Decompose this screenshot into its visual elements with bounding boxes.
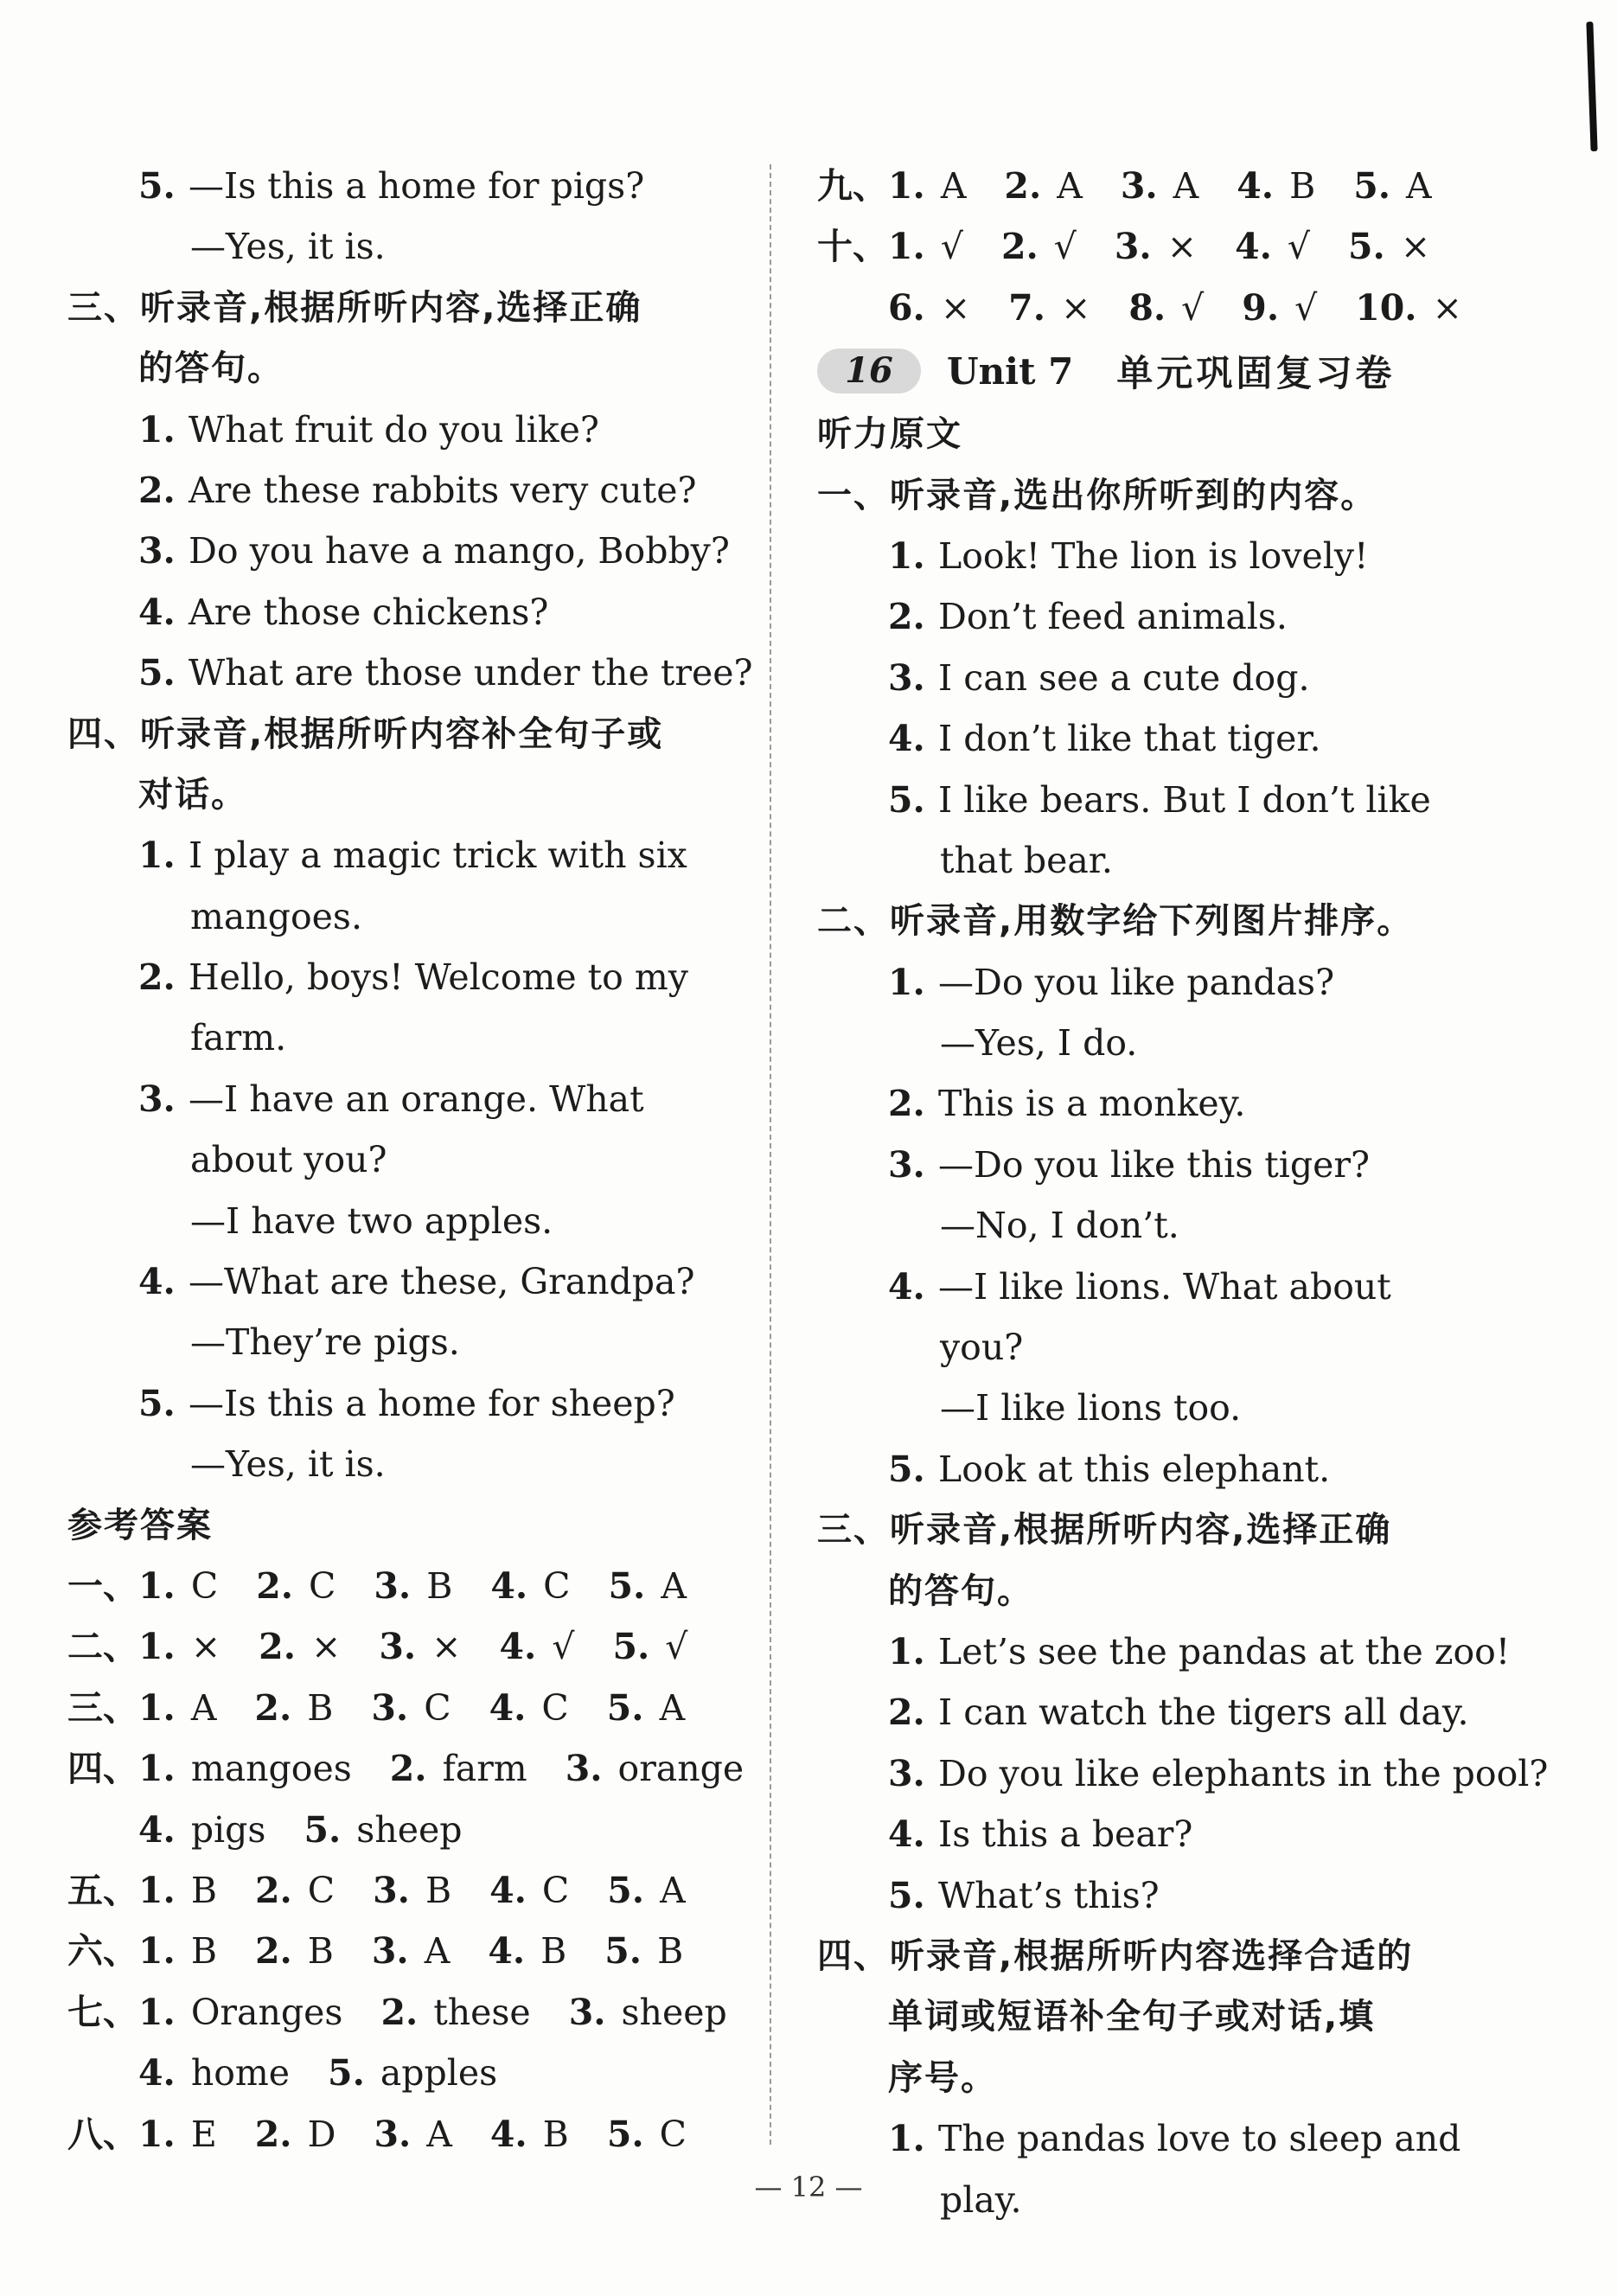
answer-item: 1. A bbox=[888, 165, 967, 207]
answer-section-label: 九、 bbox=[817, 165, 888, 207]
list-item: 3. —Do you like this tiger? bbox=[888, 1143, 1370, 1186]
left-column bbox=[67, 156, 751, 2165]
section-heading: 四、听录音,根据所听内容补全句子或 bbox=[67, 713, 664, 754]
list-item: 5. —Is this a home for sheep? bbox=[138, 1382, 675, 1424]
answer-item: 7. × bbox=[1008, 286, 1091, 329]
text-line: —Yes, it is. bbox=[190, 1443, 386, 1486]
answer-item: 4. C bbox=[489, 1869, 570, 1911]
answer-section-label: 八、 bbox=[67, 2113, 138, 2155]
list-item: 4. —What are these, Grandpa? bbox=[138, 1261, 695, 1303]
answer-item: 8. √ bbox=[1128, 286, 1205, 329]
answer-row bbox=[67, 1738, 751, 1799]
answer-item: 5. apples bbox=[328, 2052, 498, 2095]
answer-row bbox=[67, 2043, 751, 2103]
list-item: 1. The pandas love to sleep and bbox=[888, 2118, 1461, 2160]
answer-section-label: 一、 bbox=[67, 1564, 138, 1607]
answer-item: 2. C bbox=[254, 1869, 336, 1911]
answer-item: 3. A bbox=[371, 1930, 451, 1973]
answer-row bbox=[67, 1616, 751, 1677]
section-heading-cont: 对话。 bbox=[138, 774, 247, 815]
answer-item: 2. B bbox=[254, 1686, 334, 1729]
answer-item: 4. pigs bbox=[138, 1808, 266, 1851]
answer-section-label: 五、 bbox=[67, 1869, 138, 1911]
answer-item: 5. A bbox=[1353, 165, 1432, 207]
section-heading: 一、听录音,选出你所听到的内容。 bbox=[817, 475, 1377, 515]
list-item: 3. Do you have a mango, Bobby? bbox=[138, 530, 730, 572]
answer-section-label bbox=[817, 278, 888, 338]
answer-item: 2. × bbox=[259, 1626, 342, 1668]
list-item: 5. What’s this? bbox=[888, 1874, 1160, 1916]
column-divider bbox=[770, 164, 771, 2145]
answer-key-left bbox=[67, 1556, 751, 2165]
answer-item: 1. A bbox=[138, 1686, 217, 1729]
section-heading-cont: 的答句。 bbox=[138, 349, 284, 389]
section-heading: 三、听录音,根据所听内容,选择正确 bbox=[817, 1510, 1392, 1551]
list-item: 2. Are these rabbits very cute? bbox=[138, 469, 697, 511]
text-line: play. bbox=[940, 2178, 1022, 2221]
right-column bbox=[817, 156, 1549, 2230]
unit-number-badge: 16 bbox=[817, 349, 921, 393]
answer-row bbox=[67, 2104, 751, 2165]
list-item: 4. Are those chickens? bbox=[138, 591, 549, 633]
answer-item: 4. B bbox=[1237, 165, 1316, 207]
answer-item: 2. C bbox=[256, 1564, 336, 1607]
answer-item: 1. E bbox=[138, 2113, 217, 2155]
list-item: 1. Look! The lion is lovely! bbox=[888, 534, 1369, 577]
script-title: 听力原文 bbox=[817, 414, 962, 455]
list-item: 2. I can watch the tigers all day. bbox=[888, 1692, 1469, 1734]
answer-item: 3. A bbox=[374, 2113, 452, 2155]
answer-row bbox=[67, 1921, 751, 1981]
section-heading-cont: 序号。 bbox=[888, 2057, 997, 2098]
answer-item: 3. B bbox=[373, 1869, 452, 1911]
text-line: —I like lions too. bbox=[940, 1387, 1242, 1429]
answer-item: 4. √ bbox=[499, 1626, 575, 1668]
answer-item: 4. √ bbox=[1235, 226, 1311, 268]
text-line: —Yes, I do. bbox=[940, 1022, 1138, 1065]
answer-section-label bbox=[67, 2043, 138, 2103]
answers-title: 参考答案 bbox=[67, 1505, 213, 1545]
list-item: 3. Do you like elephants in the pool? bbox=[888, 1752, 1549, 1794]
answer-item: 2. D bbox=[254, 2113, 336, 2155]
answer-item: 6. × bbox=[888, 286, 971, 329]
answer-item: 9. √ bbox=[1242, 286, 1318, 329]
answer-item: 3. B bbox=[374, 1564, 453, 1607]
text-line: about you? bbox=[190, 1139, 387, 1181]
list-item: 2. This is a monkey. bbox=[888, 1083, 1246, 1125]
answer-item: 5. sheep bbox=[304, 1808, 463, 1851]
section-heading: 三、听录音,根据所听内容,选择正确 bbox=[67, 287, 642, 328]
answer-item: 5. C bbox=[606, 2113, 687, 2155]
answer-item: 5. A bbox=[608, 1564, 687, 1607]
answer-item: 3. × bbox=[379, 1626, 462, 1668]
list-item: 4. —I like lions. What about bbox=[888, 1265, 1391, 1308]
answer-item: 1. × bbox=[138, 1626, 221, 1668]
answer-item: 1. C bbox=[138, 1564, 219, 1607]
answer-item: 2. farm bbox=[389, 1748, 527, 1790]
answer-section-label: 六、 bbox=[67, 1930, 138, 1973]
answer-row bbox=[67, 1556, 751, 1616]
answer-item: 1. B bbox=[138, 1869, 217, 1911]
answer-item: 5. A bbox=[606, 1686, 686, 1729]
answer-item: 1. mangoes bbox=[138, 1748, 352, 1790]
list-item: 1. —Do you like pandas? bbox=[888, 961, 1335, 1003]
answer-item: 2. A bbox=[1004, 165, 1083, 207]
answer-row bbox=[67, 1982, 751, 2043]
unit-header bbox=[817, 338, 1500, 404]
section-heading-cont: 单词或短语补全句子或对话,填 bbox=[888, 1997, 1376, 2037]
answer-item: 5. √ bbox=[612, 1626, 688, 1668]
list-item: 2. Don’t feed animals. bbox=[888, 596, 1288, 638]
section-heading: 二、听录音,用数字给下列图片排序。 bbox=[817, 901, 1414, 942]
list-item: 1. Let’s see the pandas at the zoo! bbox=[888, 1630, 1511, 1672]
list-item: 4. I don’t like that tiger. bbox=[888, 718, 1321, 760]
answer-row bbox=[817, 278, 1500, 338]
answer-row bbox=[817, 216, 1500, 277]
answer-row bbox=[67, 1860, 751, 1921]
text-line: you? bbox=[940, 1327, 1024, 1369]
answer-item: 3. × bbox=[1114, 226, 1198, 268]
answer-row bbox=[817, 156, 1500, 216]
list-item: 2. Hello, boys! Welcome to my bbox=[138, 956, 688, 999]
answer-row bbox=[67, 1678, 751, 1738]
answer-item: 3. C bbox=[371, 1686, 451, 1729]
list-item: 5. Look at this elephant. bbox=[888, 1448, 1331, 1490]
scan-edge-mark bbox=[1586, 22, 1597, 151]
section-heading: 四、听录音,根据所听内容选择合适的 bbox=[817, 1935, 1414, 1976]
answer-item: 5. × bbox=[1348, 226, 1431, 268]
answer-item: 10. × bbox=[1355, 286, 1462, 329]
answer-item: 4. B bbox=[489, 2113, 569, 2155]
answer-item: 3. sheep bbox=[568, 1991, 727, 2033]
list-item: 4. Is this a bear? bbox=[888, 1813, 1193, 1856]
text-line: —I have two apples. bbox=[190, 1199, 553, 1242]
text-line: —They’re pigs. bbox=[190, 1321, 460, 1364]
section-heading-cont: 的答句。 bbox=[888, 1570, 1033, 1611]
text-line: —Yes, it is. bbox=[190, 226, 386, 268]
unit-title: 单元巩固复习卷 bbox=[1116, 352, 1396, 395]
answer-item: 3. orange bbox=[565, 1748, 745, 1790]
text-line: farm. bbox=[190, 1017, 287, 1059]
answer-item: 4. home bbox=[138, 2052, 291, 2095]
page-number: — 12 — bbox=[754, 2171, 863, 2203]
answer-section-label: 三、 bbox=[67, 1686, 138, 1729]
answer-item: 2. B bbox=[254, 1930, 334, 1973]
answer-item: 1. B bbox=[138, 1930, 217, 1973]
list-item: 3. I can see a cute dog. bbox=[888, 656, 1310, 699]
answer-item: 2. these bbox=[380, 1991, 531, 2033]
answer-section-label: 四、 bbox=[67, 1748, 138, 1790]
answer-section-label: 七、 bbox=[67, 1991, 138, 2033]
text-line: that bear. bbox=[940, 839, 1113, 881]
answer-section-label: 十、 bbox=[817, 226, 888, 268]
text-line: mangoes. bbox=[190, 895, 362, 937]
answer-item: 4. C bbox=[490, 1564, 571, 1607]
answer-key-right bbox=[817, 156, 1500, 338]
answer-item: 4. B bbox=[488, 1930, 567, 1973]
answer-item: 5. B bbox=[604, 1930, 684, 1973]
text-line: —No, I don’t. bbox=[940, 1205, 1179, 1247]
answer-section-label: 二、 bbox=[67, 1626, 138, 1668]
list-item: 3. —I have an orange. What bbox=[138, 1078, 644, 1120]
answer-item: 1. √ bbox=[888, 226, 963, 268]
list-item: 1. I play a magic trick with six bbox=[138, 835, 687, 877]
list-item: 5. I like bears. But I don’t like bbox=[888, 778, 1431, 821]
answer-item: 2. √ bbox=[1000, 226, 1077, 268]
text-line: 5. —Is this a home for pigs? bbox=[138, 165, 645, 207]
answer-row bbox=[67, 1800, 751, 1860]
answer-item: 1. Oranges bbox=[138, 1991, 343, 2033]
list-item: 5. What are those under the tree? bbox=[138, 652, 753, 694]
answer-section-label bbox=[67, 1800, 138, 1860]
unit-label: Unit 7 bbox=[947, 349, 1074, 393]
answer-item: 3. A bbox=[1120, 165, 1199, 207]
answer-item: 5. A bbox=[607, 1869, 686, 1911]
list-item: 1. What fruit do you like? bbox=[138, 408, 599, 451]
answer-item: 4. C bbox=[489, 1686, 569, 1729]
